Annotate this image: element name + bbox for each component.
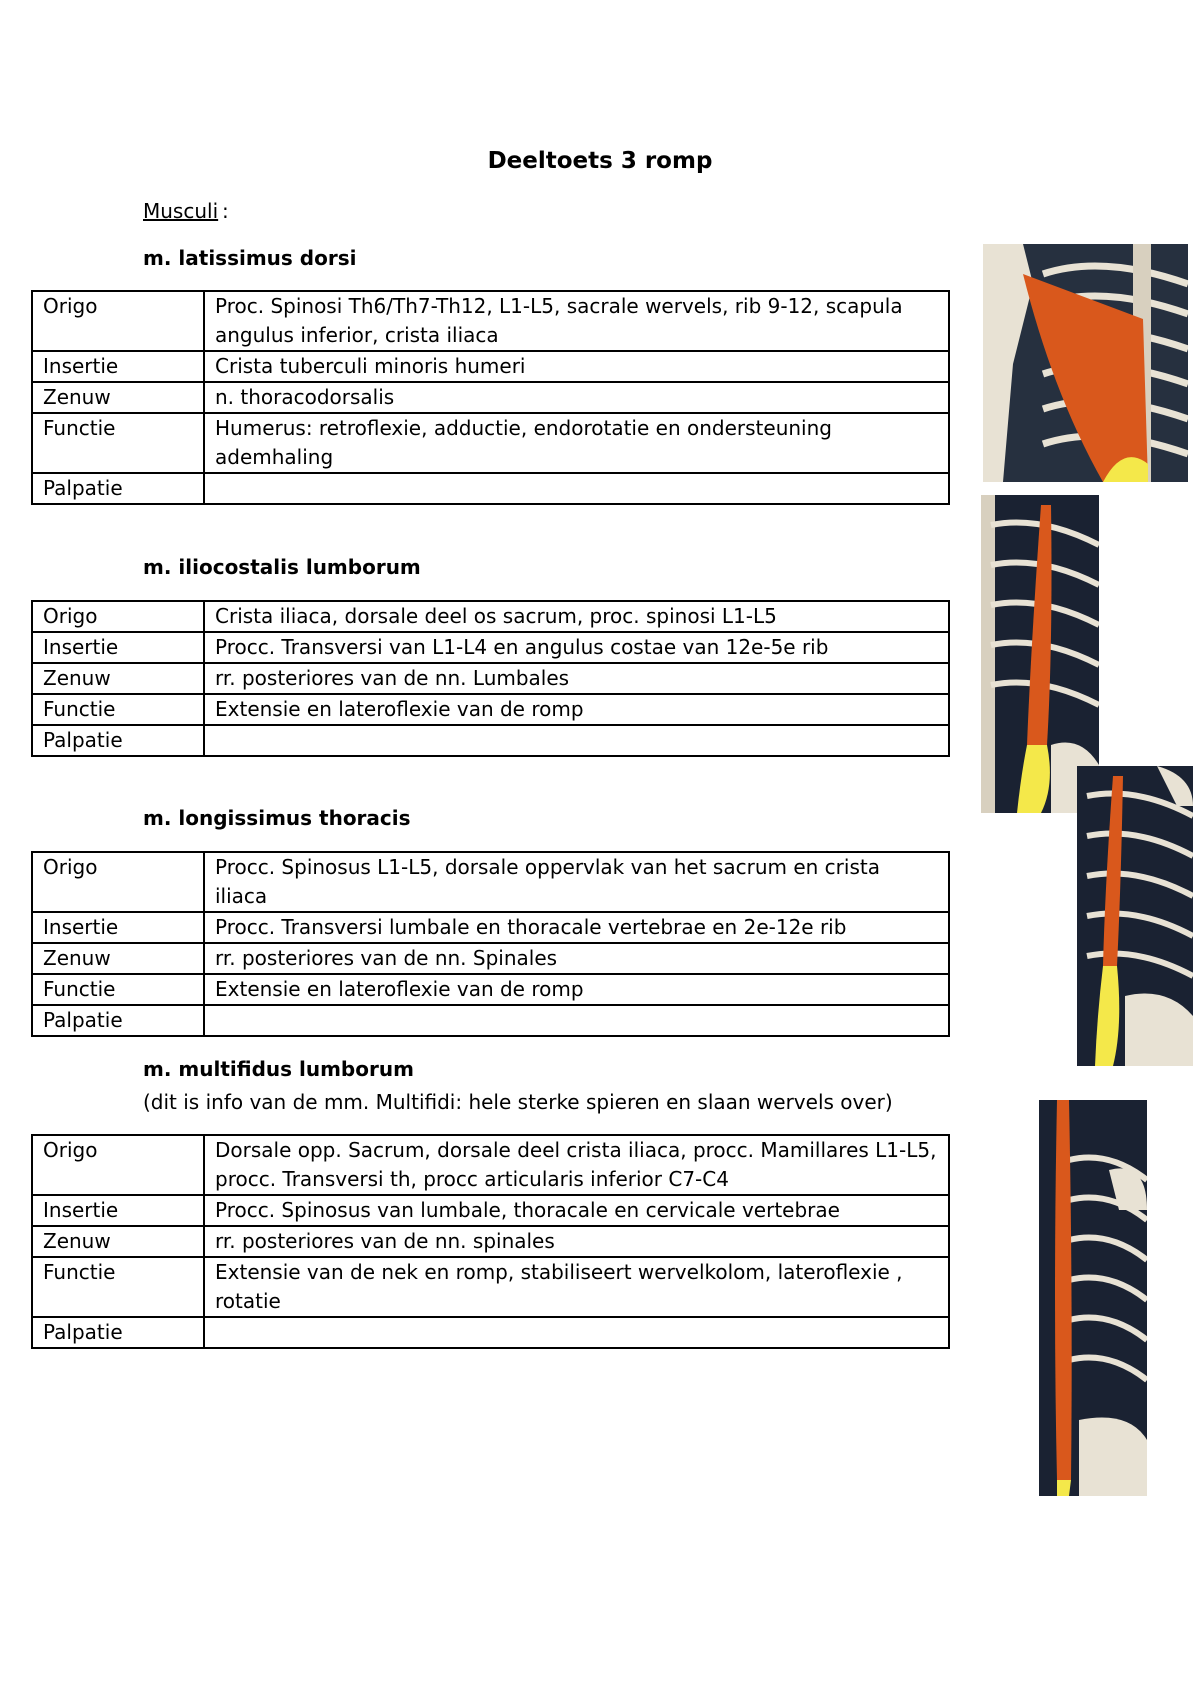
table-multifidus-lumborum — [31, 1134, 950, 1349]
row-label: Palpatie — [32, 473, 204, 504]
table-row — [32, 1257, 949, 1317]
table-iliocostalis-lumborum — [31, 600, 950, 757]
table-row — [32, 473, 949, 504]
row-value: n. thoracodorsalis — [204, 382, 949, 413]
row-value: Dorsale opp. Sacrum, dorsale deel crista iliaca, procc. Mamillares L1-L5, procc. Transversi th, procc articularis inferior C7-C4 — [204, 1135, 949, 1195]
longissimus-thoracis-image — [1077, 766, 1193, 1066]
table-row — [32, 413, 949, 473]
row-label: Functie — [32, 974, 204, 1005]
muscle-title-latissimus: m. latissimus dorsi — [143, 246, 357, 270]
table-row — [32, 1135, 949, 1195]
row-label: Zenuw — [32, 663, 204, 694]
row-value: Extensie en lateroflexie van de romp — [204, 974, 949, 1005]
table-row — [32, 694, 949, 725]
row-label: Palpatie — [32, 1005, 204, 1036]
row-label: Functie — [32, 694, 204, 725]
row-label: Origo — [32, 601, 204, 632]
row-value: Procc. Transversi van L1-L4 en angulus costae van 12e-5e rib — [204, 632, 949, 663]
row-value: Extensie van de nek en romp, stabiliseert wervelkolom, lateroflexie , rotatie — [204, 1257, 949, 1317]
row-label: Palpatie — [32, 725, 204, 756]
table-row — [32, 1195, 949, 1226]
row-label: Functie — [32, 1257, 204, 1317]
table-row — [32, 1226, 949, 1257]
document-title: Deeltoets 3 romp — [487, 148, 713, 174]
row-value — [204, 725, 949, 756]
row-value: rr. posteriores van de nn. spinales — [204, 1226, 949, 1257]
multifidus-lumborum-image — [1039, 1100, 1147, 1496]
row-value: Humerus: retroflexie, adductie, endorotatie en ondersteuning ademhaling — [204, 413, 949, 473]
row-value — [204, 1005, 949, 1036]
row-value — [204, 1317, 949, 1348]
table-row — [32, 291, 949, 351]
row-label: Zenuw — [32, 1226, 204, 1257]
latissimus-dorsi-image — [983, 244, 1188, 482]
muscle-title-iliocostalis: m. iliocostalis lumborum — [143, 555, 421, 579]
row-value: Crista tuberculi minoris humeri — [204, 351, 949, 382]
row-value: Crista iliaca, dorsale deel os sacrum, proc. spinosi L1-L5 — [204, 601, 949, 632]
table-row — [32, 725, 949, 756]
row-label: Origo — [32, 852, 204, 912]
row-value: rr. posteriores van de nn. Lumbales — [204, 663, 949, 694]
table-row — [32, 852, 949, 912]
row-label: Origo — [32, 1135, 204, 1195]
table-row — [32, 663, 949, 694]
row-value: Proc. Spinosi Th6/Th7-Th12, L1-L5, sacrale wervels, rib 9-12, scapula angulus inferior, crista iliaca — [204, 291, 949, 351]
row-label: Insertie — [32, 1195, 204, 1226]
table-row — [32, 632, 949, 663]
row-label: Palpatie — [32, 1317, 204, 1348]
row-label: Insertie — [32, 351, 204, 382]
row-value: Procc. Spinosus L1-L5, dorsale oppervlak van het sacrum en crista iliaca — [204, 852, 949, 912]
musculi-heading — [143, 199, 218, 223]
muscle-title-longissimus: m. longissimus thoracis — [143, 806, 411, 830]
row-label: Zenuw — [32, 382, 204, 413]
table-longissimus-thoracis — [31, 851, 950, 1037]
row-label: Insertie — [32, 912, 204, 943]
table-row — [32, 382, 949, 413]
musculi-label: Musculi — [143, 199, 219, 223]
row-label: Functie — [32, 413, 204, 473]
table-row — [32, 351, 949, 382]
table-row — [32, 974, 949, 1005]
row-value: Procc. Transversi lumbale en thoracale vertebrae en 2e-12e rib — [204, 912, 949, 943]
musculi-colon: : — [222, 199, 229, 223]
table-row — [32, 1317, 949, 1348]
row-value: rr. posteriores van de nn. Spinales — [204, 943, 949, 974]
muscle-title-multifidus: m. multifidus lumborum — [143, 1057, 414, 1081]
row-value — [204, 473, 949, 504]
table-row — [32, 943, 949, 974]
row-label: Insertie — [32, 632, 204, 663]
table-row — [32, 912, 949, 943]
muscle-note-multifidus: (dit is info van de mm. Multifidi: hele sterke spieren en slaan wervels over) — [143, 1090, 893, 1114]
row-label: Zenuw — [32, 943, 204, 974]
row-value: Procc. Spinosus van lumbale, thoracale en cervicale vertebrae — [204, 1195, 949, 1226]
row-label: Origo — [32, 291, 204, 351]
table-row — [32, 1005, 949, 1036]
table-latissimus-dorsi — [31, 290, 950, 505]
table-row — [32, 601, 949, 632]
row-value: Extensie en lateroflexie van de romp — [204, 694, 949, 725]
